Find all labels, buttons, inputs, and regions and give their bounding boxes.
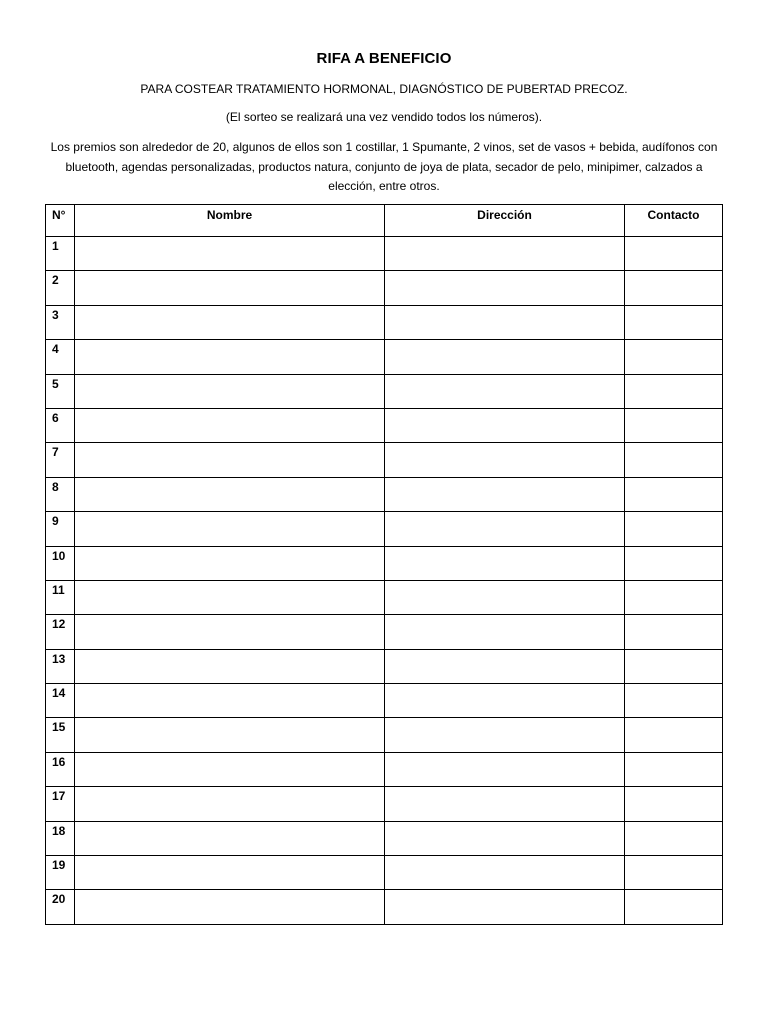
address-cell[interactable] bbox=[385, 752, 625, 786]
address-cell[interactable] bbox=[385, 477, 625, 511]
address-cell[interactable] bbox=[385, 684, 625, 718]
row-number: 19 bbox=[46, 856, 75, 890]
contact-cell[interactable] bbox=[625, 374, 723, 408]
contact-cell[interactable] bbox=[625, 512, 723, 546]
table-row bbox=[46, 237, 723, 271]
address-cell[interactable] bbox=[385, 443, 625, 477]
contact-cell[interactable] bbox=[625, 821, 723, 855]
name-cell[interactable] bbox=[75, 305, 385, 339]
contact-cell[interactable] bbox=[625, 615, 723, 649]
name-cell[interactable] bbox=[75, 580, 385, 614]
prizes-description: Los premios son alrededor de 20, algunos de ellos son 1 costillar, 1 Spumante, 2 vinos, set de vasos + bebida, audífonos con bluetooth, agendas personalizadas, productos natura, conjunto de joya de plata, secador de pelo, minipimer, calzados a elección, entre otros. bbox=[50, 140, 718, 193]
name-cell[interactable] bbox=[75, 649, 385, 683]
address-cell[interactable] bbox=[385, 546, 625, 580]
address-cell[interactable] bbox=[385, 374, 625, 408]
name-cell[interactable] bbox=[75, 615, 385, 649]
row-number: 17 bbox=[46, 787, 75, 821]
contact-cell[interactable] bbox=[625, 752, 723, 786]
row-number: 7 bbox=[46, 443, 75, 477]
contact-cell[interactable] bbox=[625, 340, 723, 374]
table-row bbox=[46, 408, 723, 442]
address-cell[interactable] bbox=[385, 718, 625, 752]
table-row bbox=[46, 443, 723, 477]
table-row bbox=[46, 271, 723, 305]
table-row bbox=[46, 752, 723, 786]
table-row bbox=[46, 684, 723, 718]
address-cell[interactable] bbox=[385, 237, 625, 271]
contact-cell[interactable] bbox=[625, 546, 723, 580]
contact-cell[interactable] bbox=[625, 684, 723, 718]
address-cell[interactable] bbox=[385, 615, 625, 649]
contact-cell[interactable] bbox=[625, 580, 723, 614]
row-number: 11 bbox=[46, 580, 75, 614]
contact-cell[interactable] bbox=[625, 271, 723, 305]
contact-cell[interactable] bbox=[625, 477, 723, 511]
contact-cell[interactable] bbox=[625, 718, 723, 752]
row-number: 2 bbox=[46, 271, 75, 305]
name-cell[interactable] bbox=[75, 856, 385, 890]
name-cell[interactable] bbox=[75, 890, 385, 924]
address-cell[interactable] bbox=[385, 512, 625, 546]
table-row bbox=[46, 649, 723, 683]
row-number: 12 bbox=[46, 615, 75, 649]
row-number: 9 bbox=[46, 512, 75, 546]
name-cell[interactable] bbox=[75, 271, 385, 305]
contact-cell[interactable] bbox=[625, 443, 723, 477]
row-number: 18 bbox=[46, 821, 75, 855]
table-row bbox=[46, 374, 723, 408]
row-number: 3 bbox=[46, 305, 75, 339]
raffle-table bbox=[45, 204, 723, 925]
row-number: 13 bbox=[46, 649, 75, 683]
row-number: 15 bbox=[46, 718, 75, 752]
table-header-row bbox=[46, 205, 723, 237]
name-cell[interactable] bbox=[75, 374, 385, 408]
address-cell[interactable] bbox=[385, 821, 625, 855]
row-number: 8 bbox=[46, 477, 75, 511]
table-row bbox=[46, 580, 723, 614]
address-cell[interactable] bbox=[385, 649, 625, 683]
header-contact: Contacto bbox=[625, 205, 723, 237]
document-subtitle: PARA COSTEAR TRATAMIENTO HORMONAL, DIAGNÓSTICO DE PUBERTAD PRECOZ. bbox=[140, 82, 628, 96]
header-number: N° bbox=[46, 205, 75, 237]
address-cell[interactable] bbox=[385, 580, 625, 614]
name-cell[interactable] bbox=[75, 340, 385, 374]
table-row bbox=[46, 305, 723, 339]
name-cell[interactable] bbox=[75, 718, 385, 752]
name-cell[interactable] bbox=[75, 443, 385, 477]
row-number: 16 bbox=[46, 752, 75, 786]
document-title: RIFA A BENEFICIO bbox=[316, 50, 452, 67]
table-row bbox=[46, 890, 723, 924]
row-number: 4 bbox=[46, 340, 75, 374]
name-cell[interactable] bbox=[75, 546, 385, 580]
table-row bbox=[46, 856, 723, 890]
name-cell[interactable] bbox=[75, 512, 385, 546]
contact-cell[interactable] bbox=[625, 649, 723, 683]
name-cell[interactable] bbox=[75, 684, 385, 718]
table-row bbox=[46, 546, 723, 580]
contact-cell[interactable] bbox=[625, 856, 723, 890]
header-name: Nombre bbox=[75, 205, 385, 237]
table-row bbox=[46, 340, 723, 374]
table-row bbox=[46, 512, 723, 546]
row-number: 5 bbox=[46, 374, 75, 408]
contact-cell[interactable] bbox=[625, 305, 723, 339]
name-cell[interactable] bbox=[75, 408, 385, 442]
contact-cell[interactable] bbox=[625, 787, 723, 821]
table-row bbox=[46, 477, 723, 511]
address-cell[interactable] bbox=[385, 305, 625, 339]
table-row bbox=[46, 718, 723, 752]
draw-note: (El sorteo se realizará una vez vendido todos los números). bbox=[225, 110, 543, 124]
address-cell[interactable] bbox=[385, 340, 625, 374]
row-number: 14 bbox=[46, 684, 75, 718]
name-cell[interactable] bbox=[75, 787, 385, 821]
address-cell[interactable] bbox=[385, 856, 625, 890]
address-cell[interactable] bbox=[385, 271, 625, 305]
name-cell[interactable] bbox=[75, 821, 385, 855]
name-cell[interactable] bbox=[75, 237, 385, 271]
row-number: 6 bbox=[46, 408, 75, 442]
contact-cell[interactable] bbox=[625, 237, 723, 271]
row-number: 20 bbox=[46, 890, 75, 924]
address-cell[interactable] bbox=[385, 408, 625, 442]
address-cell[interactable] bbox=[385, 787, 625, 821]
table-row bbox=[46, 821, 723, 855]
row-number: 1 bbox=[46, 237, 75, 271]
name-cell[interactable] bbox=[75, 477, 385, 511]
row-number: 10 bbox=[46, 546, 75, 580]
header-address: Dirección bbox=[385, 205, 625, 237]
table-row bbox=[46, 787, 723, 821]
address-cell[interactable] bbox=[385, 890, 625, 924]
table-row bbox=[46, 615, 723, 649]
contact-cell[interactable] bbox=[625, 408, 723, 442]
name-cell[interactable] bbox=[75, 752, 385, 786]
contact-cell[interactable] bbox=[625, 890, 723, 924]
raffle-table-body bbox=[46, 237, 723, 925]
